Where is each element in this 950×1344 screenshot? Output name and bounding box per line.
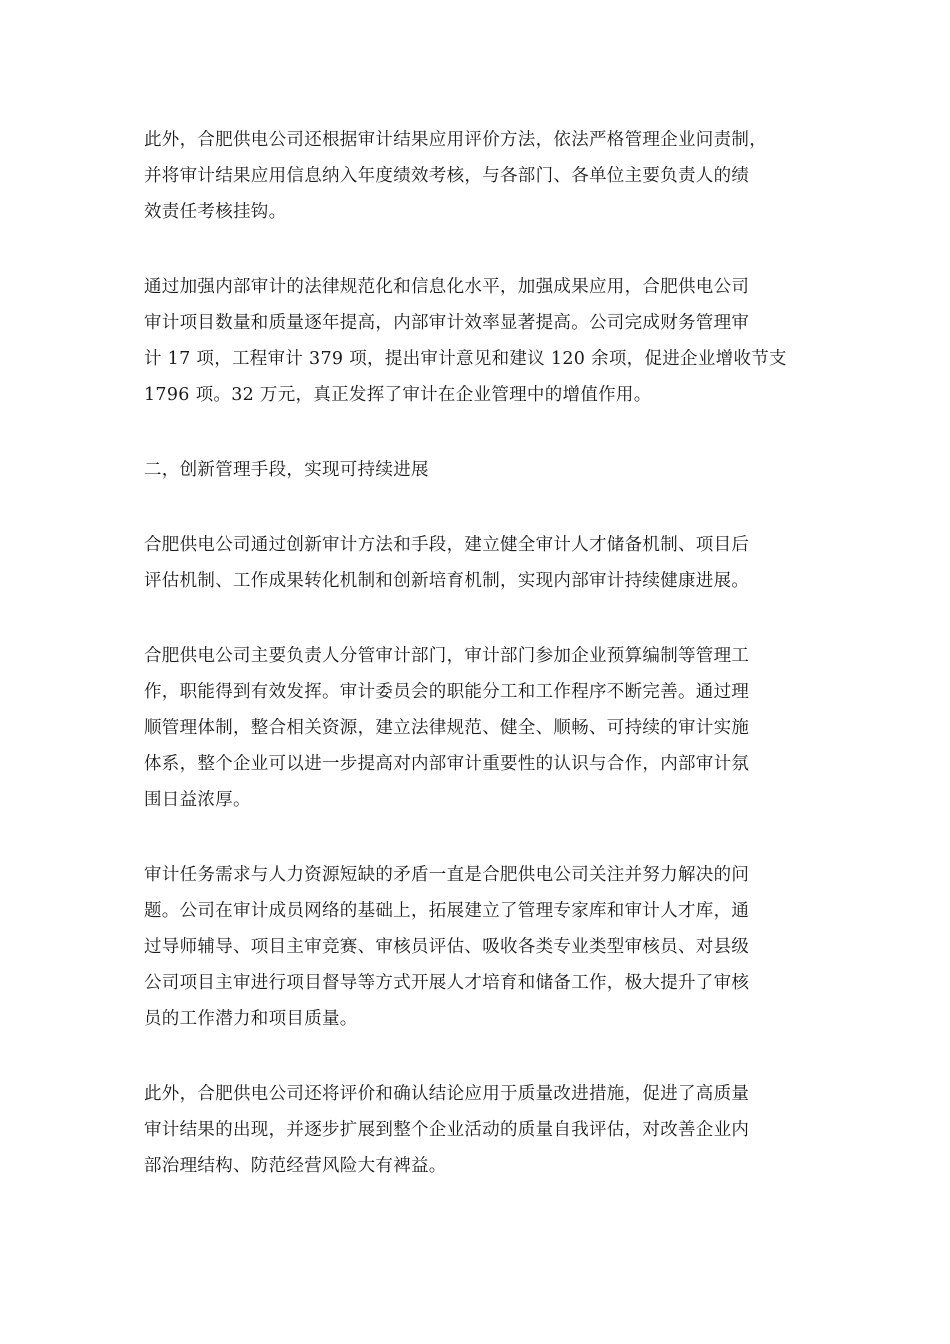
text-line: 过导师辅导、项目主审竞赛、审核员评估、吸收各类专业类型审核员、对县级 <box>144 937 750 957</box>
text-line: 评估机制、工作成果转化机制和创新培育机制，实现内部审计持续健康进展。 <box>144 571 750 591</box>
paragraph-3 <box>144 527 820 599</box>
text-line: 通过加强内部审计的法律规范化和信息化水平，加强成果应用，合肥供电公司 <box>144 277 750 297</box>
text-line: 此外，合肥供电公司还根据审计结果应用评价方法，依法严格管理企业问责制， <box>144 130 767 150</box>
text-line: 员的工作潜力和项目质量。 <box>144 1009 358 1029</box>
paragraph-4 <box>144 638 820 818</box>
heading-text: 二，创新管理手段，实现可持续进展 <box>144 460 429 480</box>
text-line: 1796 项。32 万元，真正发挥了审计在企业管理中的增值作用。 <box>144 385 652 405</box>
section-heading <box>144 452 820 488</box>
text-line: 并将审计结果应用信息纳入年度绩效考核，与各部门、各单位主要负责人的绩 <box>144 166 750 186</box>
text-line: 合肥供电公司主要负责人分管审计部门，审计部门参加企业预算编制等管理工 <box>144 646 750 666</box>
text-line: 体系，整个企业可以进一步提高对内部审计重要性的认识与合作，内部审计氛 <box>144 754 750 774</box>
text-line: 合肥供电公司通过创新审计方法和手段，建立健全审计人才储备机制、项目后 <box>144 535 750 555</box>
text-line: 围日益浓厚。 <box>144 790 251 810</box>
paragraph-6 <box>144 1076 820 1184</box>
text-line: 审计结果的出现，并逐步扩展到整个企业活动的质量自我评估，对改善企业内 <box>144 1120 750 1140</box>
text-line: 顺管理体制，整合相关资源，建立法律规范、健全、顺畅、可持续的审计实施 <box>144 718 750 738</box>
text-line: 效责任考核挂钩。 <box>144 202 287 222</box>
text-line: 公司项目主审进行项目督导等方式开展人才培育和储备工作，极大提升了审核 <box>144 973 750 993</box>
text-line: 计 17 项，工程审计 379 项，提出审计意见和建议 120 余项，促进企业增收节支 <box>144 349 787 369</box>
text-line: 部治理结构、防范经营风险大有裨益。 <box>144 1156 447 1176</box>
paragraph-5 <box>144 857 820 1037</box>
text-line: 题。公司在审计成员网络的基础上，拓展建立了管理专家库和审计人才库，通 <box>144 901 750 921</box>
paragraph-1 <box>144 122 820 230</box>
text-line: 审计项目数量和质量逐年提高，内部审计效率显著提高。公司完成财务管理审 <box>144 313 750 333</box>
paragraph-2 <box>144 269 820 413</box>
text-line: 作，职能得到有效发挥。审计委员会的职能分工和工作程序不断完善。通过理 <box>144 682 750 702</box>
text-line: 此外，合肥供电公司还将评价和确认结论应用于质量改进措施，促进了高质量 <box>144 1084 750 1104</box>
text-line: 审计任务需求与人力资源短缺的矛盾一直是合肥供电公司关注并努力解决的问 <box>144 865 750 885</box>
